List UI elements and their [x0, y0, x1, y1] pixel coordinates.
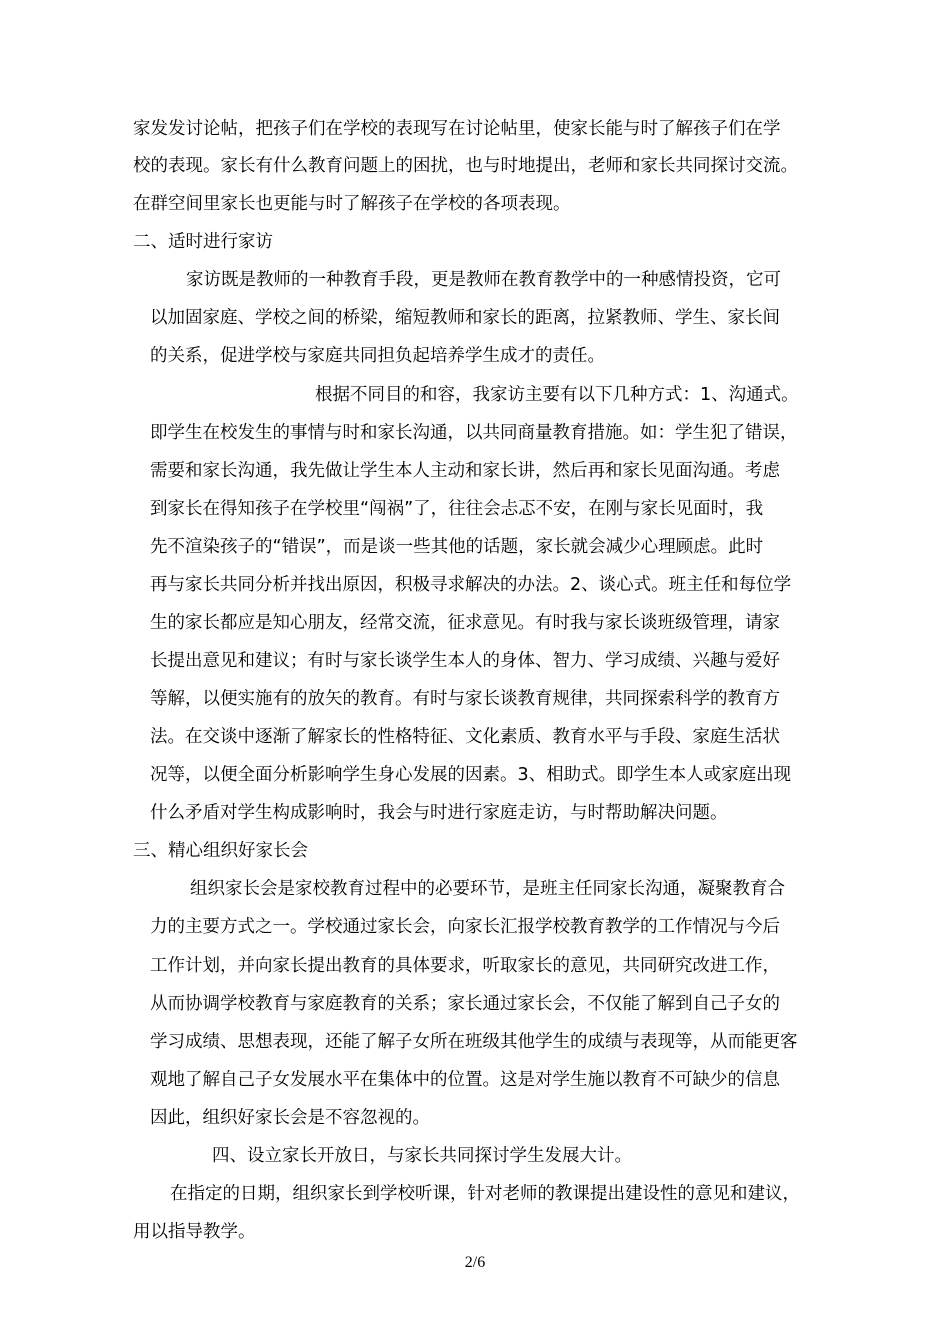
text-line: 法。在交谈中逐渐了解家长的性格特征、文化素质、教育水平与手段、家庭生活状	[150, 727, 780, 747]
text-line: 工作计划，并向家长提出教育的具体要求，听取家长的意见，共同研究改进工作，	[150, 956, 780, 976]
text-line: 在指定的日期，组织家长到学校听课，针对老师的教课提出建设性的意见和建议，	[170, 1184, 800, 1204]
text-line: 校的表现。家长有什么教育问题上的困扰，也与时地提出，老师和家长共同探讨交流。	[133, 156, 798, 176]
text-line: 力的主要方式之一。学校通过家长会，向家长汇报学校教育教学的工作情况与今后	[150, 917, 780, 937]
text-line: 从而协调学校教育与家庭教育的关系；家长通过家长会，不仅能了解到自己子女的	[150, 994, 780, 1014]
text-line: 观地了解自己子女发展水平在集体中的位置。这是对学生施以教育不可缺少的信息	[150, 1070, 780, 1090]
text-line: 需要和家长沟通，我先做让学生本人主动和家长讲，然后再和家长见面沟通。考虑	[150, 461, 780, 481]
page-number: 2/6	[464, 1254, 486, 1271]
text-line: 到家长在得知孩子在学校里“闯祸”了，往往会忐忑不安，在刚与家长见面时，我	[150, 499, 764, 519]
text-line: 根据不同目的和容，我家访主要有以下几种方式：1、沟通式。	[315, 385, 799, 405]
text-line: 用以指导教学。	[133, 1222, 256, 1242]
section-heading: 二、适时进行家访	[133, 232, 273, 252]
text-line: 学习成绩、思想表现，还能了解子女所在班级其他学生的成绩与表现等，从而能更客	[150, 1032, 798, 1052]
section-heading: 三、精心组织好家长会	[133, 841, 308, 861]
text-line: 因此，组织好家长会是不容忽视的。	[150, 1108, 430, 1128]
text-line: 家访既是教师的一种教育手段，更是教师在教育教学中的一种感情投资，它可	[186, 270, 781, 290]
text-line: 等解，以便实施有的放矢的教育。有时与家长谈教育规律，共同探索科学的教育方	[150, 689, 780, 709]
text-line: 以加固家庭、学校之间的桥梁，缩短教师和家长的距离，拉紧教师、学生、家长间	[150, 308, 780, 328]
text-line: 即学生在校发生的事情与时和家长沟通，以共同商量教育措施。如：学生犯了错误，	[150, 423, 798, 443]
text-line: 什么矛盾对学生构成影响时，我会与时进行家庭走访，与时帮助解决问题。	[150, 803, 728, 823]
text-line: 组织家长会是家校教育过程中的必要环节，是班主任同家长沟通，凝聚教育合	[190, 879, 785, 899]
text-line: 先不渲染孩子的“错误”，而是谈一些其他的话题，家长就会减少心理顾虑。此时	[150, 537, 764, 557]
text-line: 在群空间里家长也更能与时了解孩子在学校的各项表现。	[133, 194, 571, 214]
text-line: 的关系，促进学校与家庭共同担负起培养学生成才的责任。	[150, 346, 605, 366]
text-line: 况等，以便全面分析影响学生身心发展的因素。3、相助式。即学生本人或家庭出现	[150, 765, 792, 785]
text-line: 长提出意见和建议；有时与家长谈学生本人的身体、智力、学习成绩、兴趣与爱好	[150, 651, 780, 671]
text-line: 生的家长都应是知心朋友，经常交流，征求意见。有时我与家长谈班级管理，请家	[150, 613, 780, 633]
text-line: 家发发讨论帖，把孩子们在学校的表现写在讨论帖里，使家长能与时了解孩子们在学	[133, 119, 781, 139]
text-line: 再与家长共同分析并找出原因，积极寻求解决的办法。2、谈心式。班主任和每位学	[150, 575, 792, 595]
section-heading: 四、设立家长开放日，与家长共同探讨学生发展大计。	[212, 1146, 632, 1166]
